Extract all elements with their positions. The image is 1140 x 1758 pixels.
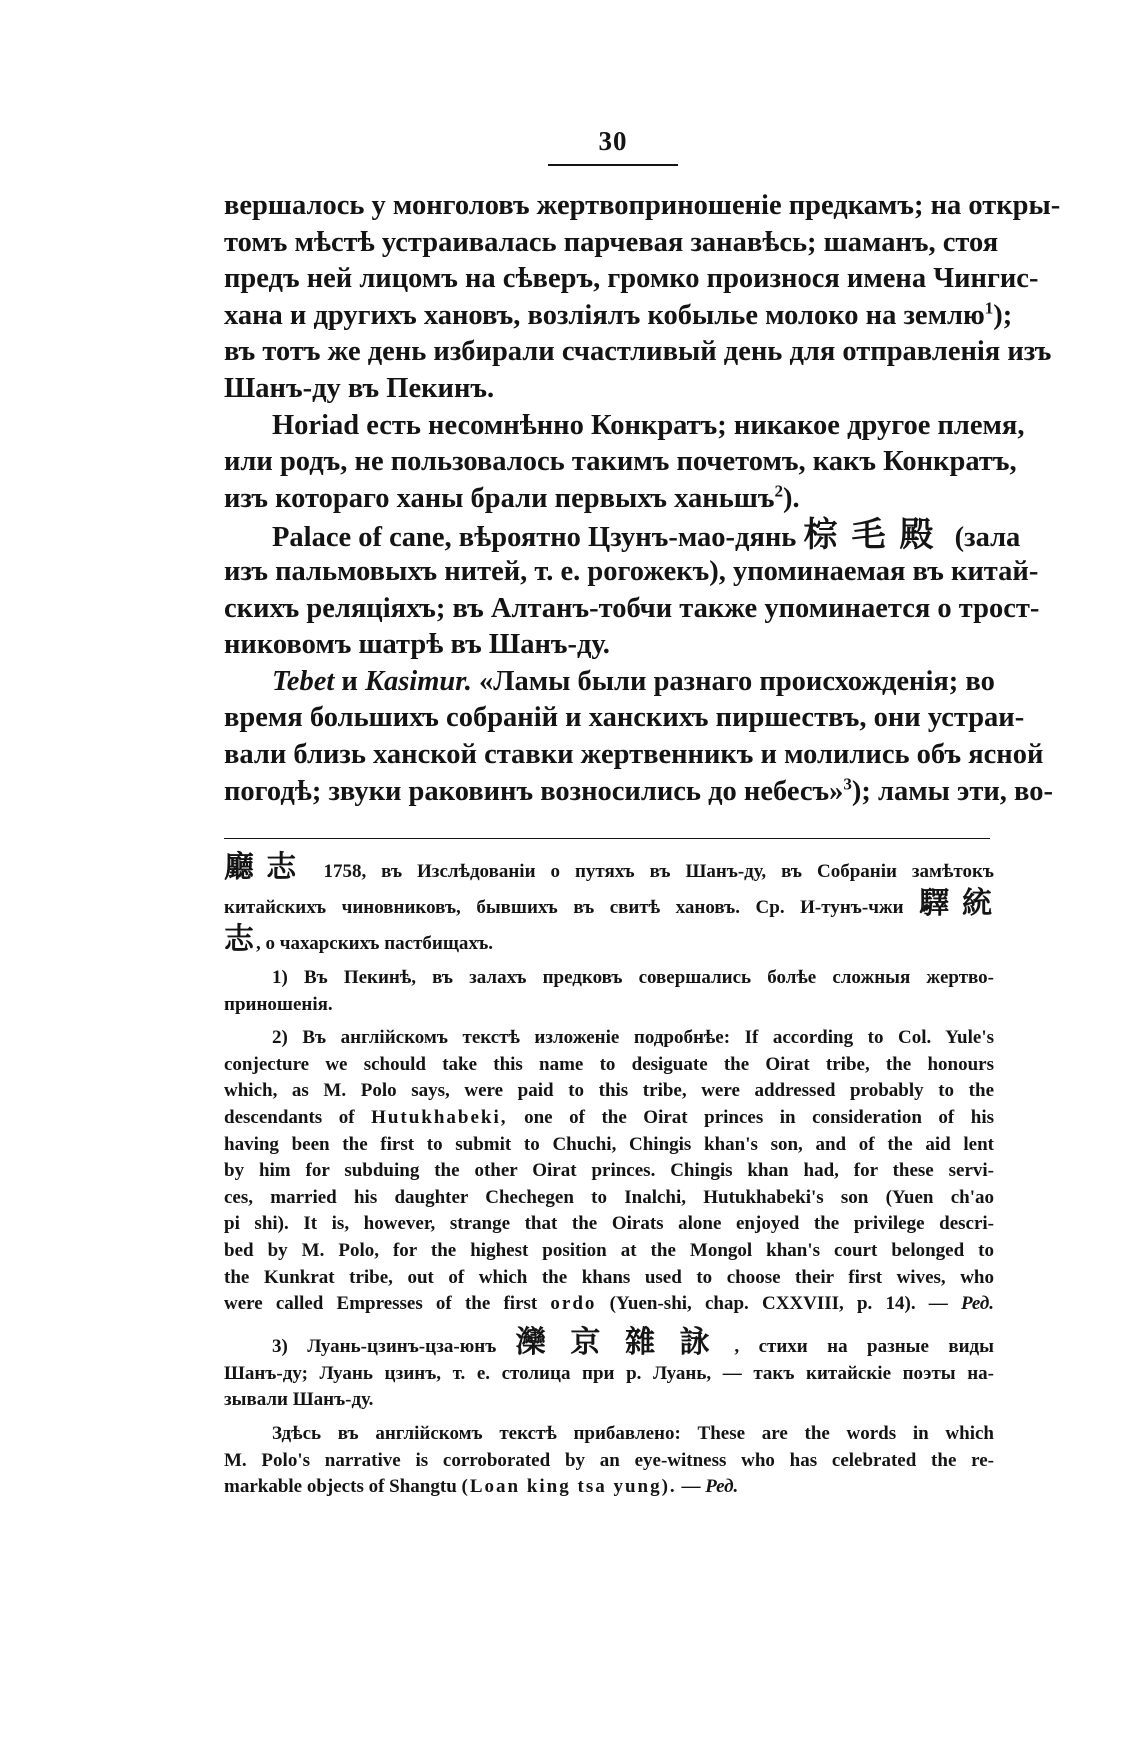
footnote-2-line: which, as M. Polo says, were paid to this tribe, were addressed probably to the [224, 1080, 994, 1102]
footnote-2-line: having been the first to submit to Chuchi, Chingis khan's son, and of the aid lent [224, 1133, 994, 1155]
text-line: Шанъ-ду въ Пекинъ. [224, 372, 495, 404]
text-line: Palace of cane, вѣроятно Цзунъ-мао-дянь 棕毛殿 (зала [272, 515, 1021, 556]
footnote-2-line: were called Empresses of the first ordo (Yuen-shi, chap. CXXVIII, p. 14). — Ред. [224, 1293, 995, 1315]
text-line: или родъ, не пользовалось такимъ почетомъ, какъ Конкратъ, [224, 446, 1017, 478]
text-line: въ тотъ же день избирали счастливый день для отправленія изъ [224, 336, 1052, 368]
footnote-2-line: bed by M. Polo, for the highest position at the Mongol khan's court belonged to [224, 1239, 994, 1261]
footnote-3-line: 3) Луань-цзинъ-цза-юнъ 灤京雜詠, стихи на разные виды [272, 1324, 995, 1360]
footnote-ref: 1 [984, 298, 994, 318]
editor-note-line: M. Polo's narrative is corroborated by an eye-witness who has celebrated the re- [224, 1449, 994, 1471]
footnote-ref: 2 [774, 481, 783, 501]
footnote-ref: 3 [843, 774, 852, 793]
text-line: время большихъ собраній и ханскихъ пиршествъ, они устраи- [224, 702, 1025, 734]
footnote-line: 志, о чахарскихъ пастбищахъ. [224, 922, 494, 957]
text-line: хана и другихъ хановъ, возліялъ кобылье молоко на землю$^1$); [224, 298, 1013, 331]
text-line: изъ пальмовыхъ нитей, т. е. рогожекъ), упоминаемая въ китай- [224, 555, 1039, 587]
text-line: Tebet и Kasimur. «Ламы были разнаго происхожденія; во [272, 665, 995, 697]
footnote-line: 廳志 1758, въ Изслѣдованіи о путяхъ въ Шанъ-ду, въ Собраніи замѣтокъ [224, 850, 994, 885]
editor-note-line: markable objects of Shangtu (Loan king tsa yung). — Ред. [224, 1476, 739, 1498]
page-number-rule [548, 164, 678, 166]
editor-note-line: Здѣсь въ англійскомъ текстѣ прибавлено: These are the words in which [272, 1422, 994, 1444]
footnote-2-line: the Kunkrat tribe, out of which the khans used to choose their first wives, who [224, 1266, 994, 1288]
footnote-2-line: pi shi). It is, however, strange that the Oirats alone enjoyed the privilege descri- [224, 1213, 994, 1235]
footnote-2-line: conjecture we schould take this name to desiguate the Oirat tribe, the honours [224, 1053, 994, 1075]
footnote-2-line: ces, married his daughter Chechegen to Inalchi, Hutukhabeki's son (Yuen ch'ao [224, 1186, 994, 1208]
main-text [224, 188, 1061, 810]
chinese-characters: 驛統 [919, 886, 995, 921]
footnotes [224, 850, 994, 1501]
text-line: вершалось у монголовъ жертвоприношеніе предкамъ; на откры- [224, 190, 1061, 221]
chinese-characters: 棕毛殿 [803, 515, 948, 556]
chinese-characters: 志 [224, 922, 256, 957]
text-line: изъ котораго ханы брали первыхъ ханьшъ$^2$). [224, 481, 800, 514]
editor-mark: Ред. [705, 1476, 739, 1498]
text-line: предъ ней лицомъ на сѣверъ, громко произнося имена Чингис- [224, 263, 1039, 295]
editor-mark: Ред. [960, 1293, 995, 1315]
footnote-2-line: 2) Въ англійскомъ текстѣ изложеніе подробнѣе: If according to Col. Yule's [272, 1027, 994, 1049]
text-line: вали близь ханской ставки жертвенникъ и молились объ ясной [224, 738, 1044, 770]
footnote-3-line: Шанъ-ду; Луань цзинъ, т. е. столица при р. Луань, — такъ китайскіе поэты на- [224, 1362, 994, 1384]
chinese-characters: 灤京雜詠 [515, 1324, 735, 1360]
text-line: никовомъ шатрѣ въ Шанъ-ду. [224, 629, 610, 661]
footnote-3-line: зывали Шанъ-ду. [224, 1389, 374, 1411]
text-line: Horiad есть несомнѣнно Конкратъ; никакое другое племя, [272, 409, 1025, 441]
footnote-1-line: 1) Въ Пекинѣ, въ залахъ предковъ совершались болѣе сложныя жертво- [272, 967, 994, 988]
footnote-2-line: by him for subduing the other Oirat princes. Chingis khan had, for these servi- [224, 1160, 994, 1182]
text-line: скихъ реляціяхъ; въ Алтанъ-тобчи также упоминается о трост- [224, 592, 1040, 624]
chinese-characters: 廳志 [224, 850, 309, 885]
footnote-line: китайскихъ чиновниковъ, бывшихъ въ свитѣ хановъ. Ср. И-тунъ-чжи 驛統 [224, 886, 995, 921]
footnote-2-line: descendants of Hutukhabeki, one of the Oirat princes in consideration of his [224, 1106, 995, 1128]
text-line: томъ мѣстѣ устраивалась парчевая занавѣсь; шаманъ, стоя [224, 226, 999, 258]
footnote-1-line: приношенія. [224, 993, 333, 1015]
page-number: 30 [598, 126, 628, 156]
text-line: погодѣ; звуки раковинъ возносились до небесъ»$^3$); ламы эти, во- [224, 774, 1053, 807]
footnote-separator [224, 838, 990, 839]
